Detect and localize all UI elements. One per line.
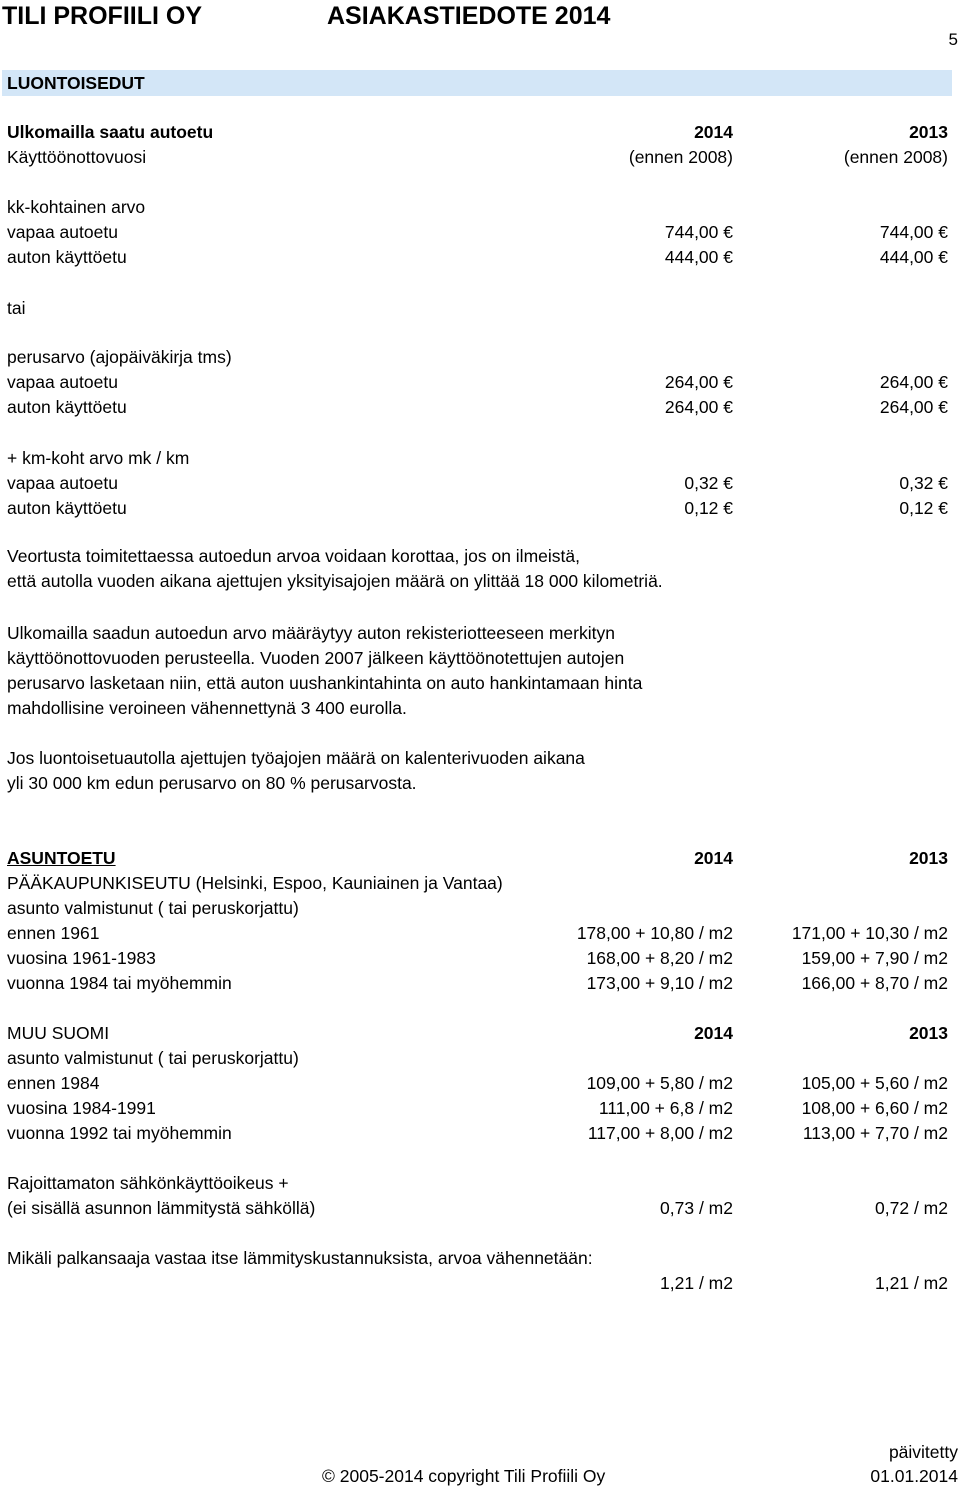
row-label: vuosina 1984-1991 bbox=[7, 1098, 156, 1118]
table-row bbox=[0, 496, 960, 520]
table-row bbox=[0, 370, 960, 394]
paragraph-line: perusarvo lasketaan niin, että auton uushankintahinta on auto hankintamaan hinta bbox=[7, 673, 643, 693]
value-2013: 105,00 + 5,60 / m2 bbox=[801, 1073, 948, 1093]
value-2014: 109,00 + 5,80 / m2 bbox=[586, 1073, 733, 1093]
table-row bbox=[0, 1121, 960, 1145]
section-bar-luontoisedut bbox=[2, 70, 952, 96]
row-label: ennen 1961 bbox=[7, 923, 100, 943]
row-label: vuosina 1961-1983 bbox=[7, 948, 156, 968]
table-row bbox=[0, 921, 960, 945]
value-2014: 0,12 € bbox=[684, 498, 733, 518]
or-row bbox=[0, 296, 960, 320]
value-2013: 1,21 / m2 bbox=[875, 1273, 948, 1293]
paragraph-line: Ulkomailla saadun autoedun arvo määräytyy auton rekisteriotteeseen merkityn bbox=[7, 623, 615, 643]
value-2013: 113,00 + 7,70 / m2 bbox=[802, 1123, 948, 1143]
value-2013: 264,00 € bbox=[879, 397, 948, 417]
table-row bbox=[0, 971, 960, 995]
value-2013: 264,00 € bbox=[879, 372, 948, 392]
row-label: vapaa autoetu bbox=[7, 372, 118, 392]
paragraph-line: Jos luontoisetuautolla ajettujen työajojen määrä on kalenterivuoden aikana bbox=[7, 748, 585, 768]
housing-title: ASUNTOETU bbox=[7, 848, 116, 868]
km-title: + km-koht arvo mk / km bbox=[7, 448, 190, 468]
value-2013: 0,72 / m2 bbox=[875, 1198, 948, 1218]
updated-date: 01.01.2014 bbox=[870, 1466, 958, 1486]
row-label: vapaa autoetu bbox=[7, 473, 118, 493]
value-2014: 264,00 € bbox=[664, 397, 733, 417]
year-2013-label: 2013 bbox=[909, 848, 948, 868]
table-row bbox=[0, 1196, 960, 1220]
table-row bbox=[0, 245, 960, 269]
paragraph-foreign-car bbox=[7, 621, 947, 721]
intro-value-2014: (ennen 2008) bbox=[628, 147, 733, 167]
year-2014-label: 2014 bbox=[694, 848, 733, 868]
section-title: LUONTOISEDUT bbox=[7, 73, 145, 93]
car-table-header bbox=[0, 120, 960, 144]
value-2014: 444,00 € bbox=[664, 247, 733, 267]
row-label: auton käyttöetu bbox=[7, 397, 127, 417]
value-2013: 159,00 + 7,90 / m2 bbox=[801, 948, 948, 968]
value-2013: 108,00 + 6,60 / m2 bbox=[801, 1098, 948, 1118]
or-label: tai bbox=[7, 298, 26, 318]
table-row bbox=[0, 220, 960, 244]
car-title: Ulkomailla saatu autoetu bbox=[7, 122, 214, 142]
paragraph-line: käyttöönottovuoden perusteella. Vuoden 2007 jälkeen käyttöönotettujen autojen bbox=[7, 648, 625, 668]
table-row bbox=[0, 471, 960, 495]
intro-year-row bbox=[0, 145, 960, 169]
value-2014: 178,00 + 10,80 / m2 bbox=[576, 923, 733, 943]
value-2014: 173,00 + 9,10 / m2 bbox=[586, 973, 733, 993]
table-row bbox=[0, 1271, 960, 1295]
other-finland-header bbox=[0, 1021, 960, 1045]
value-2014: 264,00 € bbox=[664, 372, 733, 392]
capital-title-row bbox=[0, 871, 960, 895]
row-label: vuonna 1984 tai myöhemmin bbox=[7, 973, 232, 993]
value-2014: 744,00 € bbox=[664, 222, 733, 242]
row-label: (ei sisällä asunnon lämmitystä sähköllä) bbox=[7, 1198, 316, 1218]
value-2014: 117,00 + 8,00 / m2 bbox=[587, 1123, 733, 1143]
capital-sub-row bbox=[0, 896, 960, 920]
row-label: vuonna 1992 tai myöhemmin bbox=[7, 1123, 232, 1143]
updated-label: päivitetty bbox=[888, 1442, 958, 1462]
base-title-row bbox=[0, 345, 960, 369]
table-row bbox=[0, 395, 960, 419]
other-sub-row bbox=[0, 1046, 960, 1070]
document-title: ASIAKASTIEDOTE 2014 bbox=[327, 2, 611, 30]
value-2014: 0,32 € bbox=[684, 473, 733, 493]
other-subtitle: asunto valmistunut ( tai peruskorjattu) bbox=[7, 1048, 299, 1068]
km-title-row bbox=[0, 446, 960, 470]
kk-title-row bbox=[0, 195, 960, 219]
kk-title: kk-kohtainen arvo bbox=[7, 197, 146, 217]
row-label: auton käyttöetu bbox=[7, 498, 127, 518]
company-name: TILI PROFIILI OY bbox=[2, 2, 202, 30]
year-2014-label: 2014 bbox=[694, 1023, 733, 1043]
electric-title-row bbox=[0, 1171, 960, 1195]
electric-title: Rajoittamaton sähkönkäyttöoikeus + bbox=[7, 1173, 289, 1193]
year-2013-label: 2013 bbox=[909, 1023, 948, 1043]
row-label: vapaa autoetu bbox=[7, 222, 118, 242]
value-2013: 166,00 + 8,70 / m2 bbox=[801, 973, 948, 993]
capital-region-title: PÄÄKAUPUNKISEUTU (Helsinki, Espoo, Kauniainen ja Vantaa) bbox=[7, 873, 503, 893]
base-title: perusarvo (ajopäiväkirja tms) bbox=[7, 347, 232, 367]
heating-text-row bbox=[0, 1246, 960, 1270]
paragraph-line: Veortusta toimitettaessa autoedun arvoa voidaan korottaa, jos on ilmeistä, bbox=[7, 546, 580, 566]
capital-subtitle: asunto valmistunut ( tai peruskorjattu) bbox=[7, 898, 299, 918]
value-2013: 444,00 € bbox=[879, 247, 948, 267]
value-2014: 0,73 / m2 bbox=[660, 1198, 733, 1218]
value-2014: 168,00 + 8,20 / m2 bbox=[586, 948, 733, 968]
value-2013: 0,12 € bbox=[899, 498, 948, 518]
other-finland-title: MUU SUOMI bbox=[7, 1023, 110, 1043]
paragraph-line: yli 30 000 km edun perusarvo on 80 % perusarvosta. bbox=[7, 773, 417, 793]
paragraph-taxation bbox=[7, 544, 947, 594]
year-2013-label: 2013 bbox=[909, 122, 948, 142]
row-label: auton käyttöetu bbox=[7, 247, 127, 267]
housing-table-header bbox=[0, 846, 960, 870]
heating-text: Mikäli palkansaaja vastaa itse lämmityskustannuksista, arvoa vähennetään: bbox=[7, 1248, 593, 1268]
page-number: 5 bbox=[948, 30, 958, 49]
row-label: ennen 1984 bbox=[7, 1073, 100, 1093]
table-row bbox=[0, 1096, 960, 1120]
paragraph-line: että autolla vuoden aikana ajettujen yksityisajojen määrä on ylittää 18 000 kilometriä. bbox=[7, 571, 663, 591]
paragraph-line: mahdollisine veroineen vähennettynä 3 400 eurolla. bbox=[7, 698, 407, 718]
intro-value-2013: (ennen 2008) bbox=[843, 147, 948, 167]
value-2013: 744,00 € bbox=[879, 222, 948, 242]
intro-label: Käyttöönottovuosi bbox=[7, 147, 147, 167]
table-row bbox=[0, 946, 960, 970]
value-2014: 111,00 + 6,8 / m2 bbox=[598, 1098, 733, 1118]
table-row bbox=[0, 1071, 960, 1095]
value-2014: 1,21 / m2 bbox=[660, 1273, 733, 1293]
value-2013: 171,00 + 10,30 / m2 bbox=[791, 923, 948, 943]
paragraph-work-trips bbox=[7, 746, 947, 796]
value-2013: 0,32 € bbox=[899, 473, 948, 493]
year-2014-label: 2014 bbox=[694, 122, 733, 142]
copyright-text: © 2005-2014 copyright Tili Profiili Oy bbox=[322, 1466, 606, 1486]
